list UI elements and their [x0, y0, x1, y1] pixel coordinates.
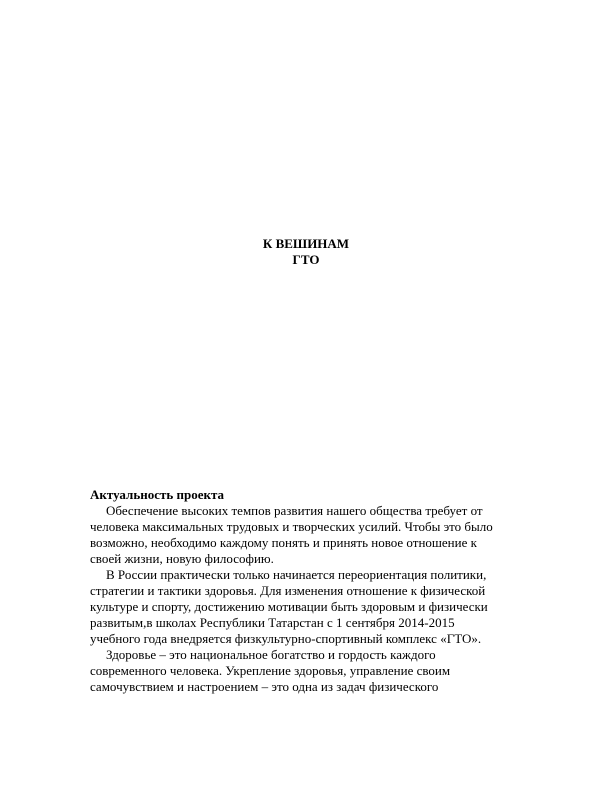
- paragraph-line: Здоровье – это национальное богатство и гордость каждого: [106, 647, 436, 662]
- paragraph-line: человека максимальных трудовых и творческих усилий. Чтобы это было: [90, 519, 493, 534]
- paragraph-line: развитым,в школах Республики Татарстан с 1 сентября 2014-2015: [90, 615, 455, 630]
- paragraph-line: Обеспечение высоких темпов развития нашего общества требует от: [106, 503, 483, 518]
- paragraph-line: современного человека. Укрепление здоровья, управление своим: [90, 663, 451, 678]
- paragraph-line: учебного года внедряется физкультурно-спортивный комплекс «ГТО».: [90, 631, 482, 646]
- paragraph-line: своей жизни, новую философию.: [90, 551, 274, 566]
- title-line-1: К ВЕШИНАМ: [262, 236, 350, 251]
- paragraph-line: В России практически только начинается переориентация политики,: [106, 567, 487, 582]
- paragraph-line: самочувствием и настроением – это одна из задач физического: [90, 679, 439, 694]
- document-title: [0, 236, 612, 268]
- section-actuality: [90, 487, 530, 695]
- paragraph-line: возможно, необходимо каждому понять и принять новое отношение к: [90, 535, 477, 550]
- paragraph-line: стратегии и тактики здоровья. Для изменения отношение к физической: [90, 583, 486, 598]
- section-heading: Актуальность проекта: [90, 487, 224, 502]
- title-line-2: ГТО: [292, 252, 320, 267]
- paragraph-line: культуре и спорту, достижению мотивации быть здоровым и физически: [90, 599, 488, 614]
